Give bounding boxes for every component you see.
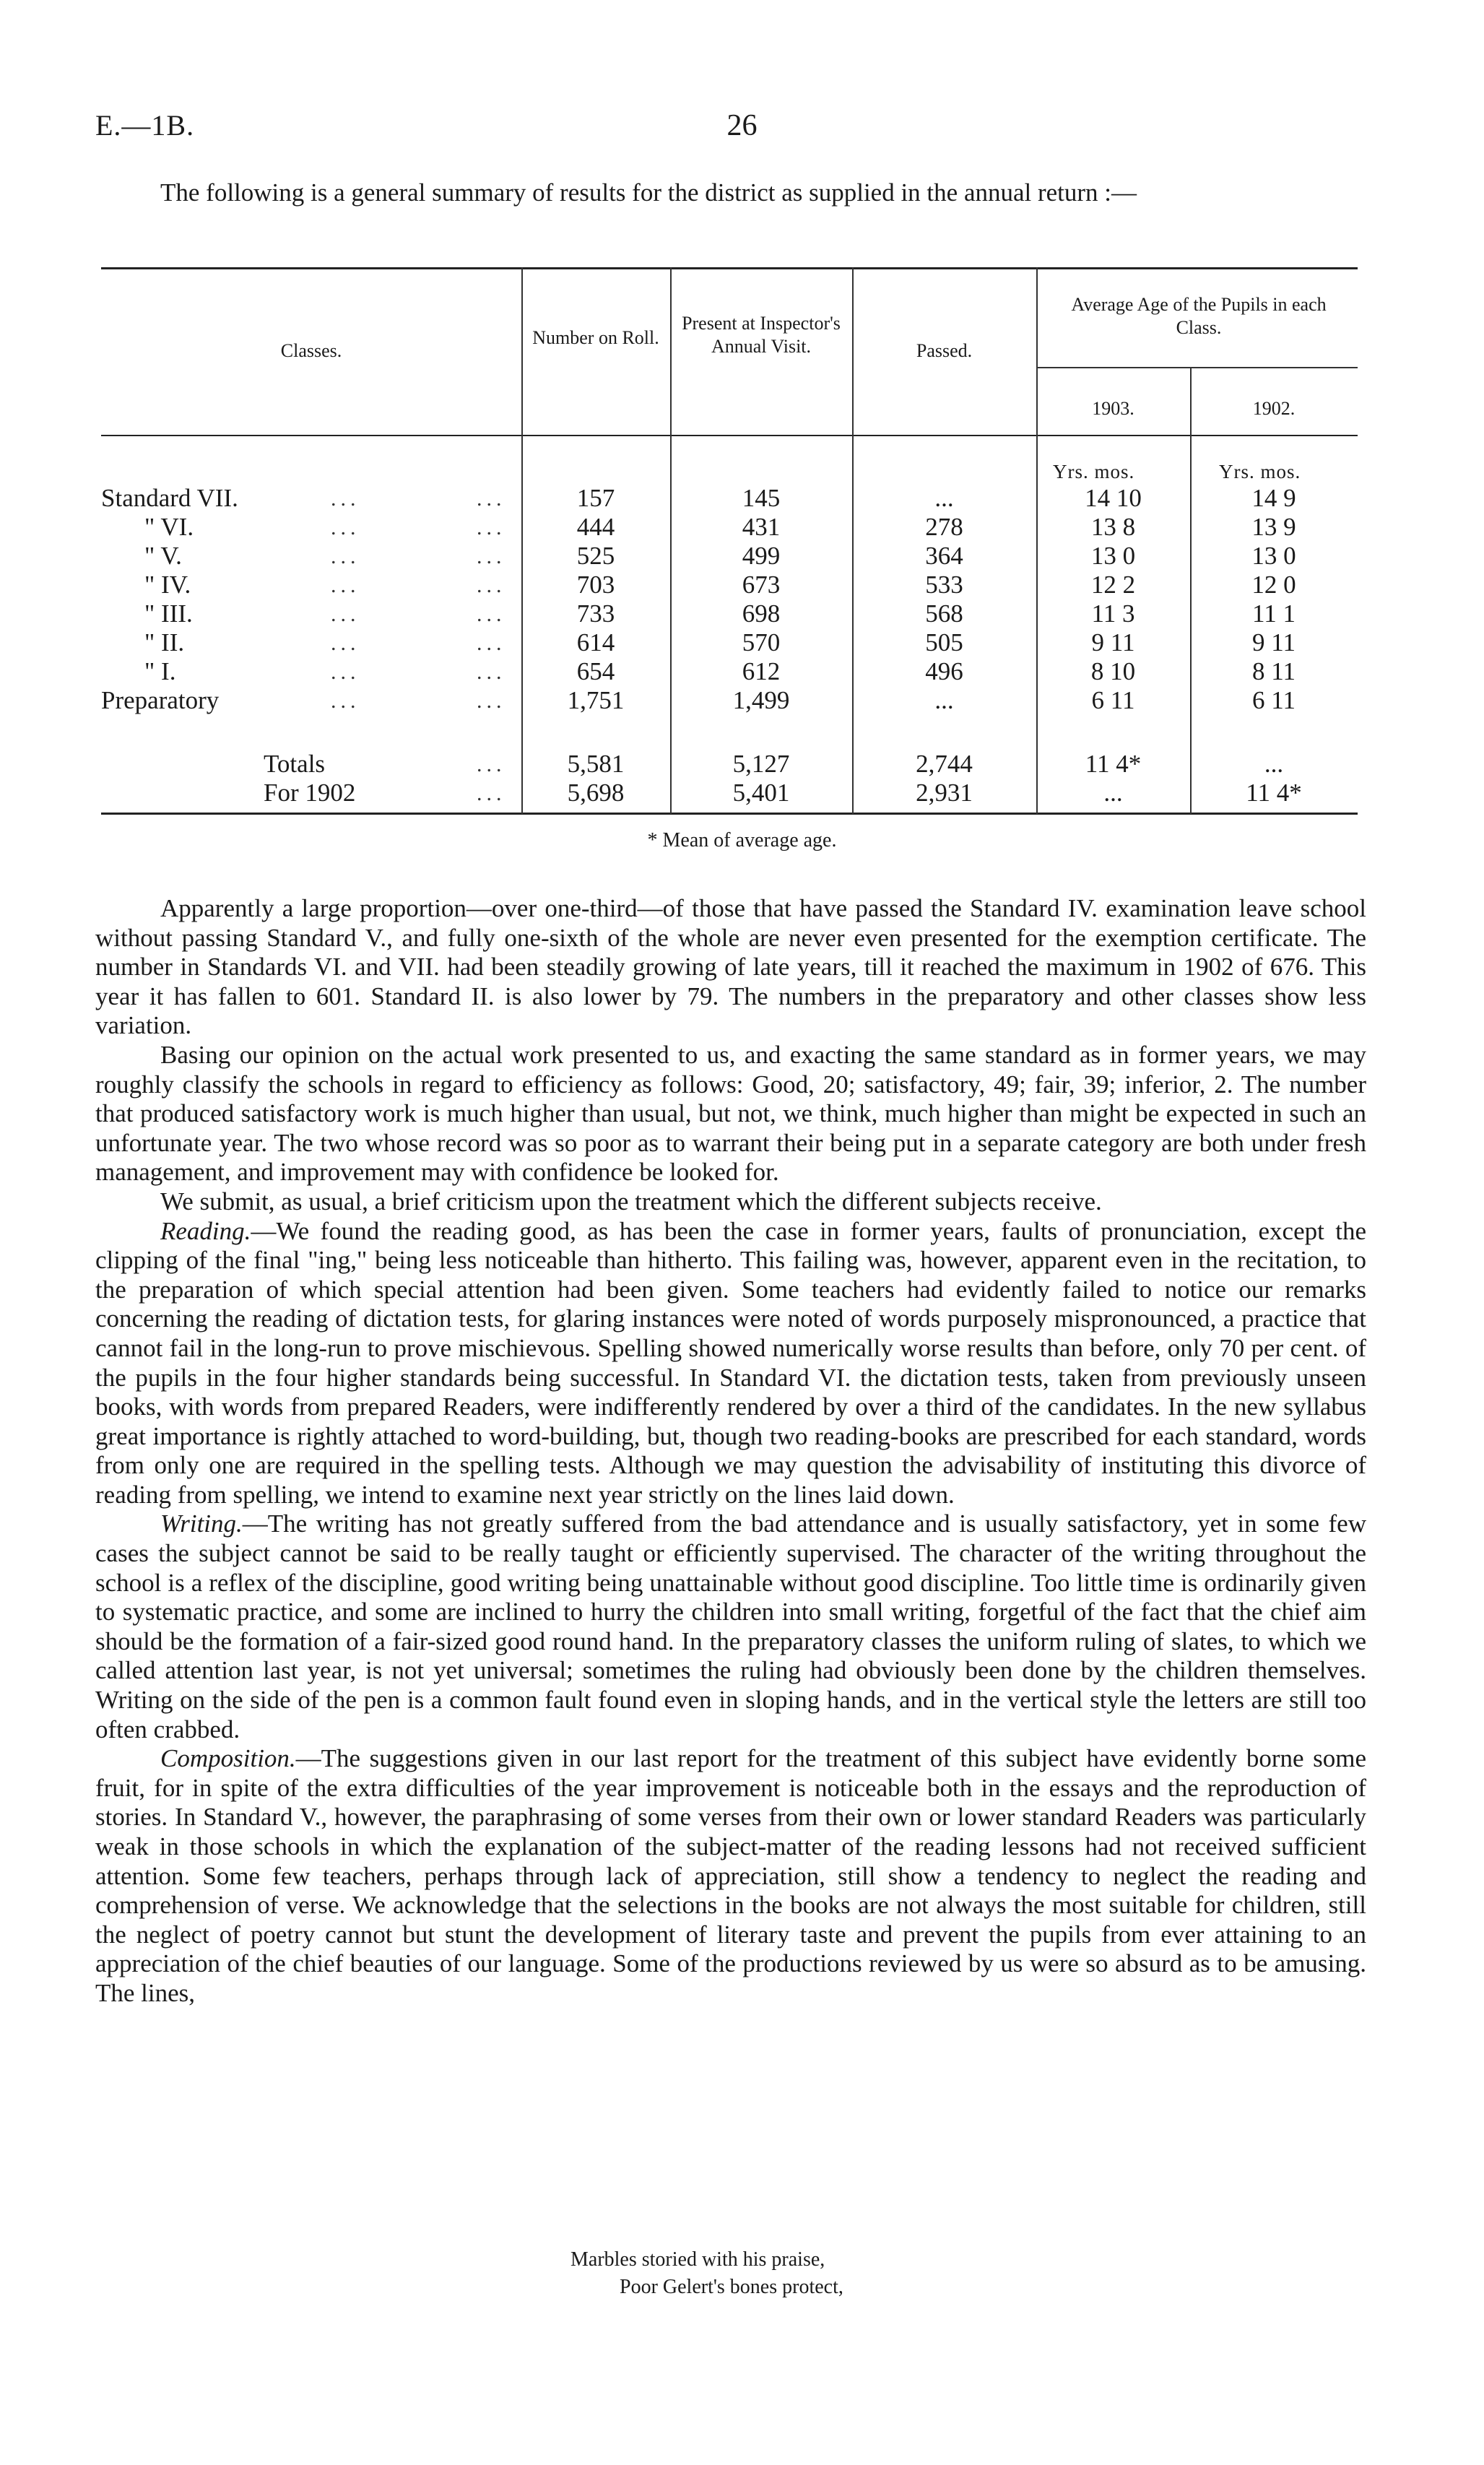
cell-age-1902: 8 11 [1252,657,1296,685]
cell-roll: 5,581 [567,750,625,778]
col-header-present: Present at Inspector's Annual Visit. [682,313,841,357]
cell-present: 570 [742,628,781,657]
cell-present: 145 [742,484,781,512]
cell-age-1902: 9 11 [1252,628,1296,657]
row-label: " I. [144,657,176,685]
paragraph-criticism-intro: We submit, as usual, a brief criticism upon the treatment which the different subjects receive. [160,1187,1102,1216]
cell-age-1902: 14 9 [1251,484,1296,512]
cell-present: 431 [742,513,781,541]
cell-age-1902: ... [1264,750,1284,778]
leader-dots: ... [477,753,506,776]
leader-dots: ... [331,545,360,568]
cell-present: 5,127 [732,750,790,778]
row-label: " II. [144,628,185,657]
cell-age-1903: 13 8 [1090,513,1136,541]
row-label: " V. [144,542,182,570]
cell-age-1903: 13 0 [1090,542,1136,570]
table-top-rule [101,267,1358,269]
cell-present: 698 [742,599,781,628]
leader-dots: ... [331,631,360,655]
leader-dots: ... [331,660,360,684]
col-header-passed: Passed. [916,340,973,361]
row-label: " VI. [144,513,194,541]
cell-present: 673 [742,571,781,599]
verse-line-2: Poor Gelert's bones protect, [620,2276,843,2298]
table-bottom-rule [101,813,1358,815]
paragraph-standard-iv: Apparently a large proportion—over one-third—of those that have passed the Standard IV. examination leave school without passing Standard V., and fully one-sixth of the whole are never even presented for the exemption certificate. The number in Standards VI. and VII. had been steadily growing of late years, till it reached the maximum in 1902 of 676. This year it has fallen to 601. Standard II. is also lower by 79. The numbers in the preparatory and other classes show less variation. [95,894,1366,1040]
cell-present: 612 [742,657,781,685]
cell-age-1902: 13 9 [1251,513,1296,541]
verse-line-1: Marbles storied with his praise, [570,2248,825,2271]
col-header-roll: Number on Roll. [532,327,659,348]
paragraph-reading [95,1217,1366,1510]
cell-age-1903: 8 10 [1090,657,1136,685]
cell-passed: 2,931 [916,779,973,807]
cell-passed: 496 [925,657,963,685]
cell-roll: 444 [576,513,615,541]
leader-dots: ... [331,516,360,540]
quoted-verse [0,2246,1484,2301]
cell-age-1903: 11 3 [1091,599,1135,628]
cell-age-1902: 12 0 [1251,571,1296,599]
units-label-1903: Yrs. mos. [1053,461,1135,482]
cell-age-1903: 14 10 [1085,484,1142,512]
writing-text: —The writing has not greatly suffered from the bad attendance and is usually satisfactory, yet in some few cases the subject cannot be said to be really taught or efficiently supervised. The character of the writing throughout the school is a reflex of the discipline, good writing being unattainable without good discipline. Too little time is ordinarily given to systematic practice, and some are inclined to hurry the children into small writing, forgetful of the fact that the chief aim should be the formation of a fair-sized good round hand. In the preparatory classes the uniform ruling of slates, to which we called attention last year, is not yet universal; sometimes the ruling had obviously been done by the children themselves. Writing on the side of the pen is a common fault found even in sloping hands, and in the vertical style the letters are still too often crabbed. [95,1509,1366,1743]
cell-age-1902: 13 0 [1251,542,1296,570]
cell-passed: ... [934,686,954,714]
row-label: For 1902 [264,779,356,807]
cell-passed: 568 [925,599,963,628]
report-reference: E.—1B. [95,109,195,142]
col-header-year-1903: 1903. [1092,398,1134,419]
paragraph-efficiency: Basing our opinion on the actual work presented to us, and exacting the same standard as in former years, we may roughly classify the schools in regard to efficiency as follows: Good, 20; satisfactory, 49; fair, 39; inferior, 2. The number that produced satisfactory work is much higher than usual, but not, we think, much higher than might be expected in such an unfortunate year. The two whose record was so poor as to warrant their being put in a separate category are both under fresh management, and improvement may with confidence be looked for. [95,1040,1366,1187]
leader-dots: ... [477,689,506,713]
writing-heading: Writing. [160,1509,243,1538]
intro-paragraph: The following is a general summary of results for the district as supplied in the annual return :— [160,178,1137,207]
leader-dots: ... [477,781,506,805]
report-body [95,894,1366,2009]
leader-dots: ... [331,487,360,511]
row-label: " IV. [144,571,191,599]
cell-age-1903: 11 4* [1085,750,1142,778]
row-label: Totals [264,750,326,778]
cell-present: 5,401 [732,779,790,807]
reading-heading: Reading. [160,1216,251,1245]
leader-dots: ... [477,660,506,684]
cell-passed: 2,744 [916,750,973,778]
cell-roll: 1,751 [567,686,625,714]
composition-text: —The suggestions given in our last report for the treatment of this subject have evidently borne some fruit, for in spite of the extra difficulties of the year improvement is noticeable both in the essays and the reproduction of stories. In Standard V., however, the paraphrasing of some verses from their own or lower standard Readers was particularly weak in those schools in which the explanation of the subject-matter of the reading lessons had not received sufficient attention. Some few teachers, perhaps through lack of appreciation, still show a tendency to neglect the reading and comprehension of verse. We acknowledge that the selections in the books are not always the most suitable for children, still the neglect of poetry cannot but stunt the development of literary taste and prevent the pupils from ever attaining to an appreciation of the chief beauties of our language. Some of the productions reviewed by us were so absurd as to be amusing. The lines, [95,1744,1366,2007]
leader-dots: ... [477,545,506,568]
cell-age-1902: 6 11 [1252,686,1296,714]
page-number: 26 [726,109,758,142]
cell-passed: 278 [925,513,963,541]
cell-age-1902: 11 1 [1252,599,1296,628]
leader-dots: ... [477,602,506,626]
cell-age-1903: 6 11 [1091,686,1135,714]
results-summary-table [101,267,1358,813]
cell-roll: 654 [576,657,615,685]
leader-dots: ... [331,602,360,626]
cell-passed: ... [934,484,954,512]
cell-roll: 525 [576,542,615,570]
leader-dots: ... [477,573,506,597]
cell-present: 499 [742,542,781,570]
composition-heading: Composition. [160,1744,296,1773]
cell-age-1902: 11 4* [1246,779,1302,807]
cell-roll: 614 [576,628,615,657]
cell-roll: 703 [576,571,615,599]
reading-text: —We found the reading good, as has been the case in former years, faults of pronunciation, except the clipping of the final "ing," being less noticeable than hitherto. This failing was, however, apparent even in the recitation, to the preparation of which special attention had been given. Some teachers had evidently failed to notice our remarks concerning the reading of dictation tests, for glaring instances were noted of words purposely mispronounced, a practice that cannot fail in the long-run to prove mischievous. Spelling showed numerically worse results than before, only 70 per cent. of the pupils in the four higher standards being successful. In Standard VI. the dictation tests, taken from previously unseen books, with words from prepared Readers, were indifferently rendered by over a third of the candidates. In the new syllabus great importance is rightly attached to word-building, but, though two reading-books are prescribed for each standard, words from only one are required in the spelling tests. Although we may question the advisability of instituting this divorce of reading from spelling, we intend to examine next year strictly on the lines laid down. [95,1216,1366,1509]
leader-dots: ... [477,516,506,540]
row-label: Preparatory [101,686,220,714]
cell-passed: 364 [925,542,963,570]
leader-dots: ... [331,573,360,597]
cell-roll: 157 [576,484,615,512]
cell-roll: 5,698 [567,779,625,807]
col-header-average-age: Average Age of the Pupils in each Class. [1071,294,1327,338]
col-header-classes: Classes. [280,340,342,361]
cell-passed: 505 [925,628,963,657]
row-label: " III. [144,599,193,628]
cell-age-1903: ... [1103,779,1123,807]
leader-dots: ... [331,689,360,713]
cell-roll: 733 [576,599,615,628]
cell-age-1903: 9 11 [1091,628,1135,657]
leader-dots: ... [477,487,506,511]
header-bottom-rule [101,435,1358,436]
paragraph-writing [95,1509,1366,1744]
units-label-1902: Yrs. mos. [1219,461,1301,482]
cell-present: 1,499 [732,686,790,714]
cell-age-1903: 12 2 [1090,571,1136,599]
paragraph-composition [95,1744,1366,2008]
leader-dots: ... [477,631,506,655]
col-header-year-1902: 1902. [1252,398,1296,419]
cell-passed: 533 [925,571,963,599]
table-footnote: * Mean of average age. [647,829,837,852]
row-label: Standard VII. [101,484,238,512]
